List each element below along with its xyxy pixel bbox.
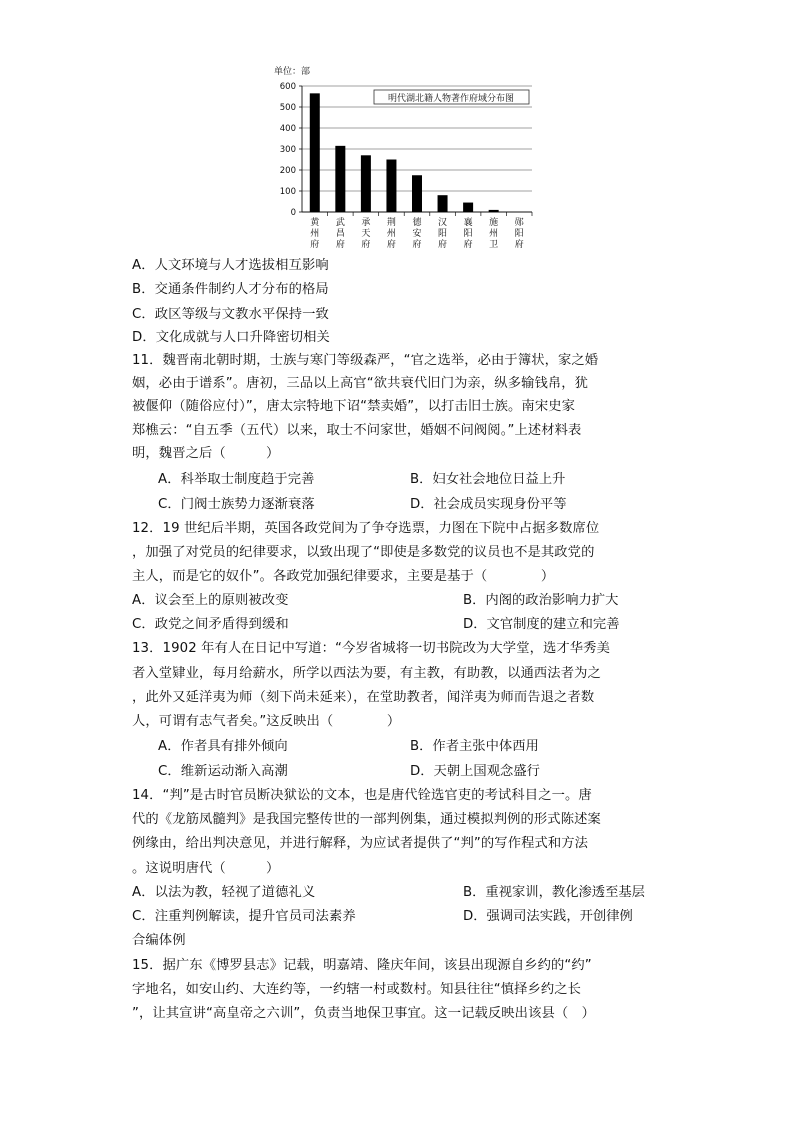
y-tick-label: 200 bbox=[279, 166, 296, 176]
q13-stem-line: 者入堂肄业，每月给薪水，所学以西法为要，有主教，有助教，以通西法者为之 bbox=[132, 666, 601, 681]
q14-stem-line: 。这说明唐代（ ） bbox=[132, 861, 280, 876]
bar-chart bbox=[270, 60, 540, 255]
x-tick-label: 襄阳府 bbox=[463, 218, 473, 250]
q10-option-a: A．人文环境与人才选拔相互影响 bbox=[132, 258, 329, 273]
q11-stem-line: 明，魏晋之后（ ） bbox=[132, 446, 280, 461]
x-tick-label: 黄州府 bbox=[310, 218, 320, 250]
chart-title: 明代湖北籍人物著作府域分布图 bbox=[387, 94, 515, 104]
q11-stem-line: 姻，必由于谱系”。唐初，三品以上高官“欲共衰代旧门为亲，纵多输钱帛，犹 bbox=[132, 376, 589, 391]
q13-stem-line: 13．1902 年有人在日记中写道：“今岁省城将一切书院改为大学堂，选才华秀美 bbox=[132, 641, 610, 656]
q11-option-b: B．妇女社会地位日益上升 bbox=[410, 472, 566, 487]
bar-黄州府 bbox=[310, 93, 320, 212]
q14-option-d-continued: 合编体例 bbox=[132, 933, 186, 948]
bar-襄阳府 bbox=[463, 203, 473, 212]
bar-汉阳府 bbox=[438, 195, 448, 212]
bar-施州卫 bbox=[489, 210, 499, 212]
q13-stem-line: ，此外又延洋夷为师（刻下尚未延来），在堂助教者，闻洋夷为师而告退之者数 bbox=[132, 690, 595, 705]
q14-stem-line: 14．“判”是古时官员断决狱讼的文本，也是唐代铨选官吏的考试科目之一。唐 bbox=[132, 788, 592, 803]
q13-option-a: A．作者具有排外倾向 bbox=[158, 739, 288, 754]
y-tick-label: 300 bbox=[279, 145, 296, 155]
bar-德安府 bbox=[412, 175, 422, 212]
q13-option-b: B．作者主张中体西用 bbox=[410, 739, 539, 754]
q12-stem-line: 主人，而是它的奴仆”。各政党加强纪律要求，主要是基于（ ） bbox=[132, 569, 555, 584]
y-tick-label: 100 bbox=[279, 187, 296, 197]
q14-option-d: D．强调司法实践，开创律例 bbox=[463, 909, 633, 924]
bar-承天府 bbox=[361, 155, 371, 212]
q15-stem-line: 15．据广东《博罗县志》记载，明嘉靖、隆庆年间，该县出现源自乡约的“约” bbox=[132, 958, 592, 973]
y-tick-label: 600 bbox=[279, 82, 296, 92]
x-tick-label: 承天府 bbox=[361, 218, 371, 250]
q11-option-c: C．门阀士族势力逐渐衰落 bbox=[158, 497, 315, 512]
x-tick-label: 武昌府 bbox=[335, 218, 345, 250]
q11-stem-line: 郑樵云：“自五季（五代）以来，取士不问家世，婚姻不问阀阅。”上述材料表 bbox=[132, 423, 582, 438]
x-tick-label: 施州卫 bbox=[489, 218, 499, 250]
bar-荆州府 bbox=[386, 160, 396, 213]
x-tick-label: 德安府 bbox=[412, 218, 422, 250]
q10-option-b: B．交通条件制约人才分布的格局 bbox=[132, 282, 329, 297]
q14-option-c: C．注重判例解读，提升官员司法素养 bbox=[132, 909, 356, 924]
q12-option-b: B．内阁的政治影响力扩大 bbox=[463, 593, 619, 608]
q10-option-c: C．政区等级与文教水平保持一致 bbox=[132, 307, 329, 322]
q12-option-d: D．文官制度的建立和完善 bbox=[463, 617, 620, 632]
q13-option-c: C．维新运动渐入高潮 bbox=[158, 764, 288, 779]
q11-option-a: A．科举取士制度趋于完善 bbox=[158, 472, 315, 487]
q14-option-a: A．以法为教，轻视了道德礼义 bbox=[132, 885, 316, 900]
q13-option-d: D．天朝上国观念盛行 bbox=[410, 764, 540, 779]
q12-option-c: C．政党之间矛盾得到缓和 bbox=[132, 617, 289, 632]
q14-stem-line: 例缘由，给出判决意见，并进行解释，为应试者提供了“判”的写作程式和方法 bbox=[132, 836, 589, 851]
q12-stem-line: 12．19 世纪后半期，英国各政党间为了争夺选票，力图在下院中占据多数席位 bbox=[132, 521, 600, 536]
q12-stem-line: ，加强了对党员的纪律要求，以致出现了“即使是多数党的议员也不是其政党的 bbox=[132, 545, 595, 560]
q14-option-b: B．重视家训，教化渗透至基层 bbox=[463, 885, 645, 900]
x-tick-label: 汉阳府 bbox=[438, 218, 448, 250]
q11-stem-line: 被偃仰（随俗应付）”，唐太宗特地下诏“禁卖婚”，以打击旧士族。南宋史家 bbox=[132, 399, 576, 414]
y-tick-label: 500 bbox=[279, 103, 296, 113]
unit-label: 单位：部 bbox=[274, 67, 311, 77]
x-tick-label: 郧阳府 bbox=[514, 218, 524, 250]
x-tick-label: 荆州府 bbox=[386, 218, 396, 250]
q13-stem-line: 人，可谓有志气者矣。”这反映出（ ） bbox=[132, 714, 401, 729]
q11-option-d: D．社会成员实现身份平等 bbox=[410, 497, 567, 512]
q12-option-a: A．议会至上的原则被改变 bbox=[132, 593, 289, 608]
q11-stem-line: 11．魏晋南北朝时期，士族与寒门等级森严，“官之选举，必由于簿状，家之婚 bbox=[132, 353, 599, 368]
y-tick-label: 0 bbox=[290, 208, 296, 218]
q15-stem-line: ”，让其宣讲“高皇帝之六训”，负责当地保卫事宜。这一记载反映出该县（ ） bbox=[132, 1006, 596, 1021]
bar-武昌府 bbox=[335, 146, 345, 212]
q10-option-d: D．文化成就与人口升降密切相关 bbox=[132, 330, 330, 345]
q14-stem-line: 代的《龙筋凤髓判》是我国完整传世的一部判例集，通过模拟判例的形式陈述案 bbox=[132, 812, 601, 827]
q15-stem-line: 字地名，如安山约、大连约等，一约辖一村或数村。知县往往“慎择乡约之长 bbox=[132, 982, 582, 997]
y-tick-label: 400 bbox=[279, 124, 296, 134]
